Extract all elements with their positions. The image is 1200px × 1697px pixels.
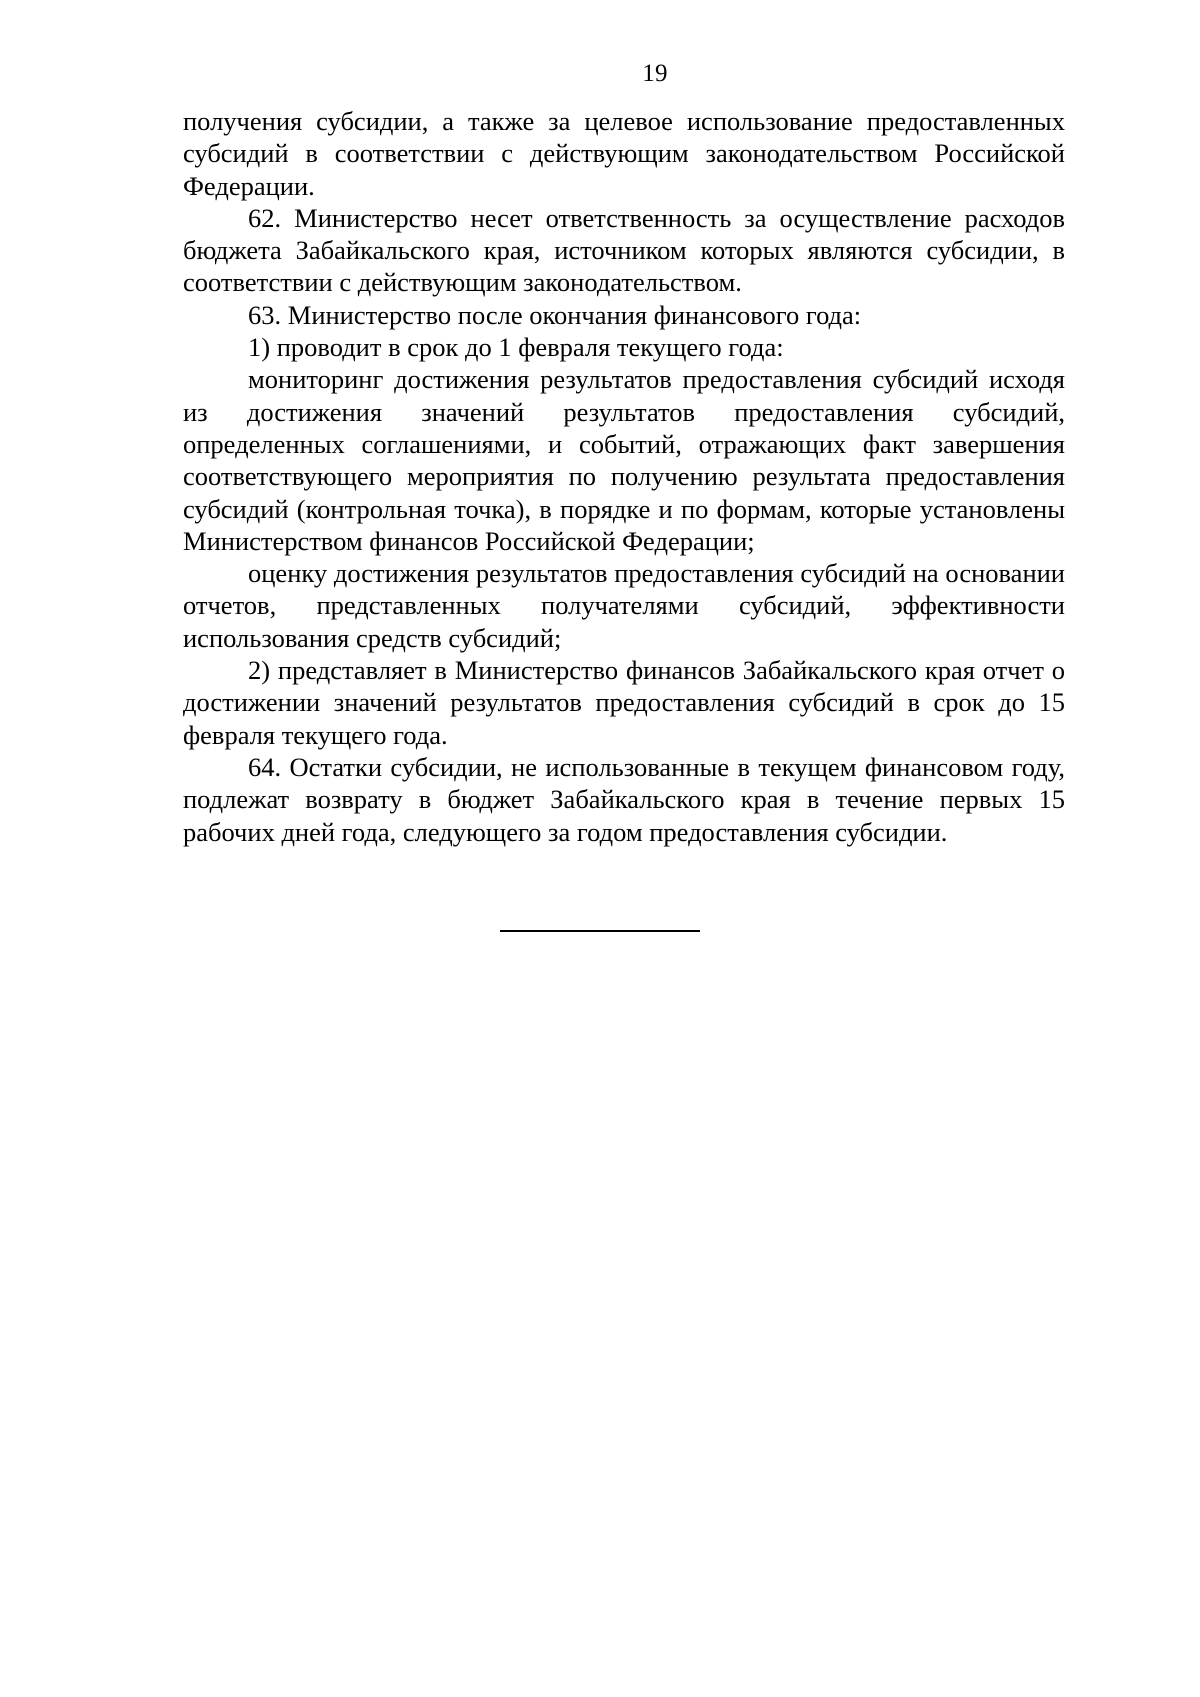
paragraph-63-item-2: 2) представляет в Министерство финансов Забайкальского края отчет о достижении значений результатов предоставления субсидий в срок до 15 февраля текущего года. — [183, 655, 1065, 750]
paragraph-assessment: оценку достижения результатов предоставления субсидий на основании отчетов, представленных получателями субсидий, эффективности использования средств субсидий; — [183, 558, 1065, 653]
paragraph-continuation: получения субсидии, а также за целевое использование предоставленных субсидий в соответствии с действующим законодательством Российской Федерации. — [183, 106, 1065, 201]
separator-container — [0, 922, 1200, 940]
paragraph-63-item-1: 1) проводит в срок до 1 февраля текущего года: — [248, 332, 784, 363]
paragraph-64: 64. Остатки субсидии, не использованные в текущем финансовом году, подлежат возврату в бюджет Забайкальского края в течение первых 15 рабочих дней года, следующего за годом предоставления субсидии. — [183, 751, 1065, 847]
paragraph-63: 63. Министерство после окончания финансового года: — [248, 299, 862, 330]
page-number: 19 — [642, 60, 668, 87]
document-body — [183, 105, 1065, 848]
paragraph-monitoring: мониторинг достижения результатов предоставления субсидий исходя из достижения значений результатов предоставления субсидий, определенных соглашениями, и событий, отражающих факт завершения соответствующего мероприятия по получению результата предоставления субсидий (контрольная точка), в порядке и по формам, которые установлены Министерством финансов Российской Федерации; — [183, 364, 1065, 556]
paragraph-62: 62. Министерство несет ответственность за осуществление расходов бюджета Забайкальского края, источником которых являются субсидии, в соответствии с действующим законодательством. — [183, 202, 1065, 298]
horizontal-rule-icon — [500, 930, 700, 932]
